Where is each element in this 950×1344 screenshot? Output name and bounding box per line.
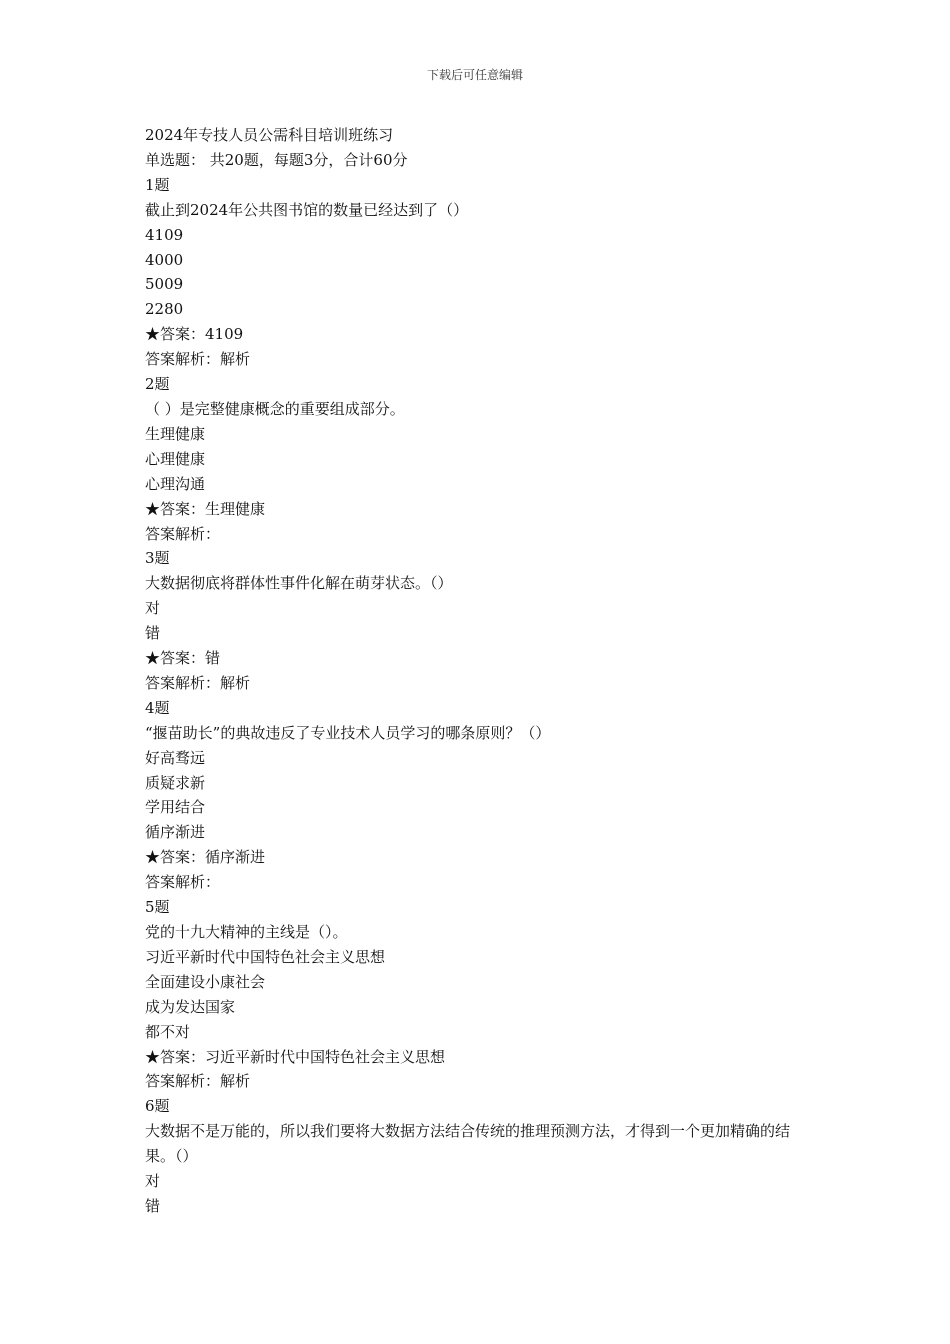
question-number: 1题 xyxy=(145,175,170,194)
option: 错 xyxy=(145,624,161,643)
answer: ★答案：4109 xyxy=(145,325,244,344)
answer: ★答案：错 xyxy=(145,649,221,668)
option: 好高骛远 xyxy=(145,748,206,767)
option: 对 xyxy=(145,599,161,618)
option: 质疑求新 xyxy=(145,773,206,792)
question-stem: （ ）是完整健康概念的重要组成部分。 xyxy=(145,399,405,418)
question-number: 2题 xyxy=(145,375,170,394)
question-stem: 大数据彻底将群体性事件化解在萌芽状态。（） xyxy=(145,574,453,593)
answer: ★答案：习近平新时代中国特色社会主义思想 xyxy=(145,1047,446,1066)
document-title: 2024年专技人员公需科目培训班练习 xyxy=(145,126,394,144)
question-6 xyxy=(145,1094,810,1219)
option: 都不对 xyxy=(145,1022,191,1041)
question-number: 5题 xyxy=(145,898,170,917)
answer-analysis: 答案解析：解析 xyxy=(145,1072,251,1091)
question-5 xyxy=(145,895,810,1094)
option: 对 xyxy=(145,1172,161,1191)
question-stem: 党的十九大精神的主线是（）。 xyxy=(145,923,348,941)
answer-analysis: 答案解析： xyxy=(145,873,221,892)
option: 生理健康 xyxy=(145,424,206,443)
option: 4000 xyxy=(145,250,184,269)
option: 5009 xyxy=(145,275,184,294)
answer: ★答案：生理健康 xyxy=(145,499,266,518)
option: 心理沟通 xyxy=(145,474,206,493)
option: 错 xyxy=(145,1196,161,1215)
question-1 xyxy=(145,173,810,372)
question-number: 4题 xyxy=(145,698,170,717)
question-number: 3题 xyxy=(145,549,170,568)
question-4 xyxy=(145,696,810,895)
document-body xyxy=(145,123,810,1219)
answer-analysis: 答案解析：解析 xyxy=(145,673,251,692)
question-number: 6题 xyxy=(145,1097,170,1116)
question-stem: 截止到2024年公共图书馆的数量已经达到了（） xyxy=(145,200,469,219)
answer-analysis: 答案解析： xyxy=(145,524,221,543)
option: 习近平新时代中国特色社会主义思想 xyxy=(145,947,386,966)
page-header-note: 下载后可任意编辑 xyxy=(426,68,523,82)
section-info: 单选题： 共20题，每题3分，合计60分 xyxy=(145,150,408,169)
answer-analysis: 答案解析：解析 xyxy=(145,350,251,369)
option: 成为发达国家 xyxy=(145,997,236,1016)
question-stem: “揠苗助长”的典故违反了专业技术人员学习的哪条原则？（） xyxy=(145,723,551,742)
question-3 xyxy=(145,546,810,695)
option: 循序渐进 xyxy=(145,823,206,842)
option: 2280 xyxy=(145,300,184,319)
option: 全面建设小康社会 xyxy=(145,972,266,991)
question-stem: 大数据不是万能的，所以我们要将大数据方法结合传统的推理预测方法，才得到一个更加精确的结果。（） xyxy=(145,1122,791,1166)
question-2 xyxy=(145,372,810,546)
option: 4109 xyxy=(145,225,184,244)
option: 心理健康 xyxy=(145,449,206,468)
answer: ★答案：循序渐进 xyxy=(145,848,266,867)
option: 学用结合 xyxy=(145,798,206,817)
